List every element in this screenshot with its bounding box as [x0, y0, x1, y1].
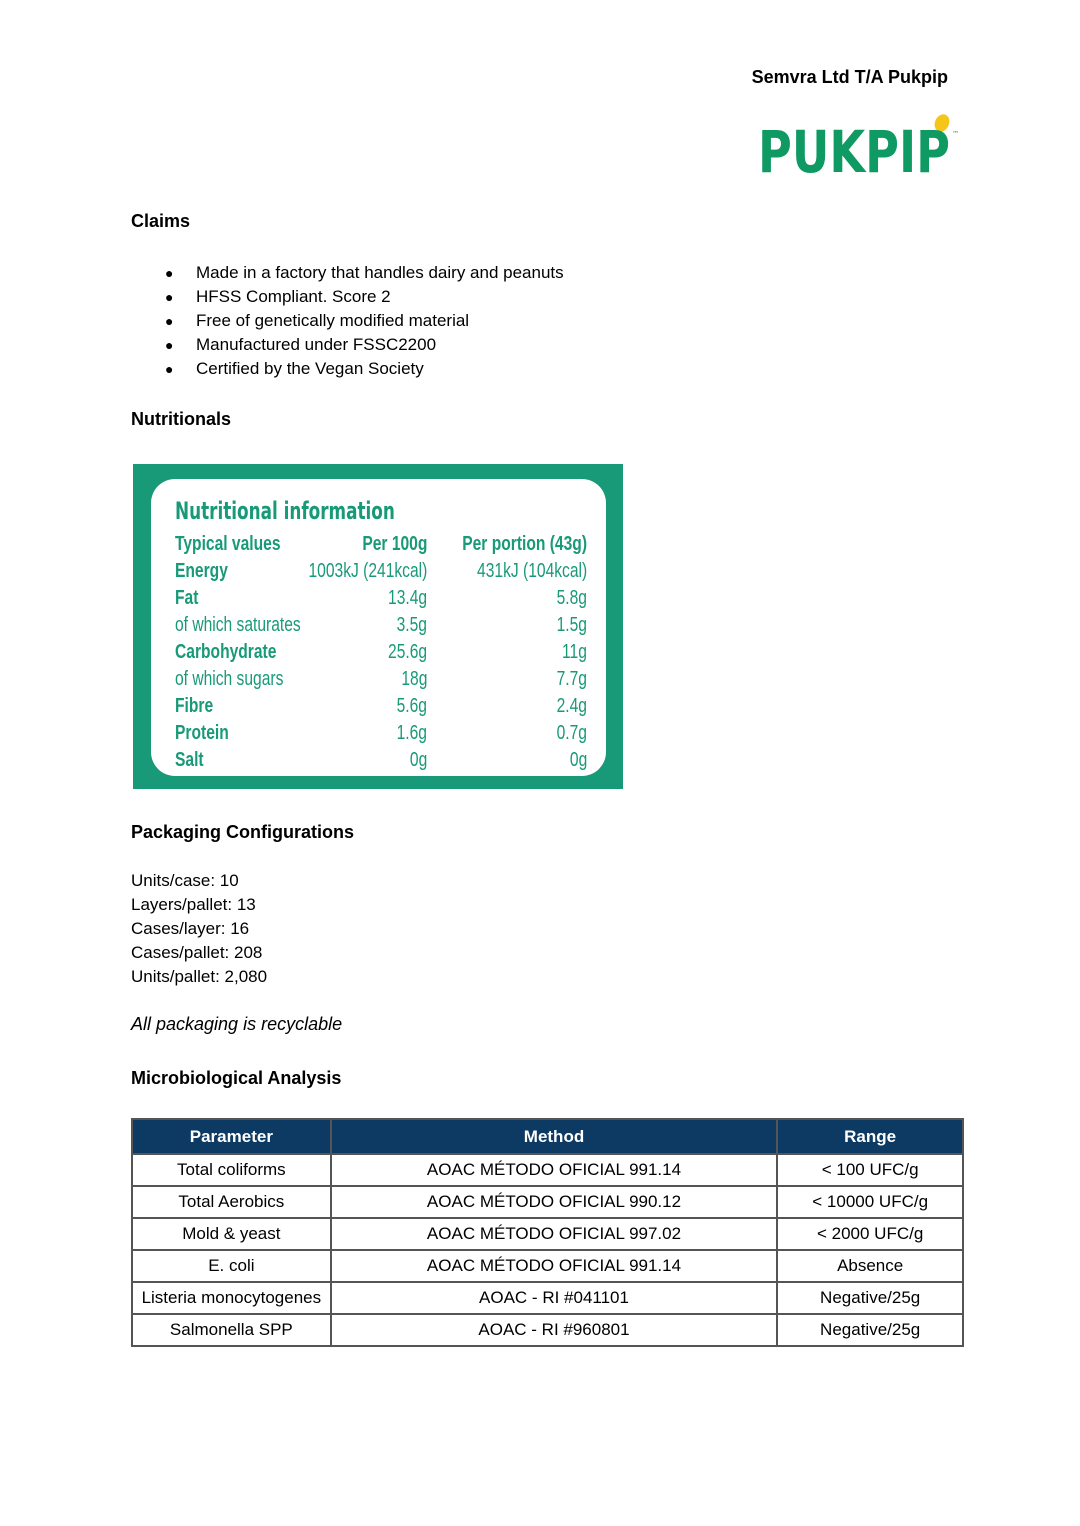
per-100g-value: 18g [400, 668, 427, 690]
bullet-icon: ● [165, 361, 174, 377]
nutrition-label-image [133, 464, 623, 789]
parameter-cell: E. coli [132, 1250, 331, 1282]
per-100g-value: 1.6g [396, 722, 427, 744]
method-cell: AOAC - RI #960801 [331, 1314, 778, 1346]
per-portion-value: 5.8g [556, 587, 587, 609]
microbiology-table [131, 1118, 964, 1347]
nutritionals-heading: Nutritionals [131, 409, 232, 429]
per-portion-value: 431kJ (104kcal) [476, 560, 587, 582]
nutrition-row [175, 560, 587, 587]
bullet-icon: ● [165, 289, 174, 305]
method-cell: AOAC - RI #041101 [331, 1282, 778, 1314]
nutrient-label: Fat [175, 587, 199, 609]
range-cell: < 10000 UFC/g [777, 1186, 963, 1218]
list-item: Cases/pallet: 208 [131, 943, 263, 962]
method-cell: AOAC MÉTODO OFICIAL 997.02 [331, 1218, 778, 1250]
claim-text: Manufactured under FSSC2200 [196, 335, 437, 354]
per-100g-value: 25.6g [387, 641, 427, 663]
list-item: Layers/pallet: 13 [131, 895, 256, 914]
nutrient-label: Salt [175, 749, 204, 771]
range-cell: < 100 UFC/g [777, 1154, 963, 1186]
table-row [132, 1186, 963, 1218]
per-portion-value: 11g [562, 641, 587, 663]
nutrition-row [175, 641, 587, 668]
nutrient-label: Protein [175, 722, 229, 744]
method-cell: AOAC MÉTODO OFICIAL 990.12 [331, 1186, 778, 1218]
parameter-cell: Total Aerobics [132, 1186, 331, 1218]
range-cell: Absence [777, 1250, 963, 1282]
table-row [132, 1218, 963, 1250]
nutrient-label: Fibre [175, 695, 214, 717]
table-header-row [132, 1119, 963, 1154]
method-cell: AOAC MÉTODO OFICIAL 991.14 [331, 1250, 778, 1282]
microbiology-heading: Microbiological Analysis [131, 1068, 342, 1088]
logo-trademark: ™ [952, 130, 959, 138]
bullet-icon: ● [165, 265, 174, 281]
pukpip-logo [758, 106, 968, 186]
nutrition-header-row [175, 533, 587, 560]
table-row [132, 1250, 963, 1282]
nutrition-row [175, 587, 587, 614]
table-row [132, 1282, 963, 1314]
per-100g-value: 1003kJ (241kcal) [308, 560, 427, 582]
range-cell: Negative/25g [777, 1314, 963, 1346]
nutrient-label: of which sugars [175, 668, 284, 690]
claim-text: HFSS Compliant. Score 2 [196, 287, 391, 306]
bullet-icon: ● [165, 337, 174, 353]
column-header: Parameter [132, 1119, 331, 1154]
range-cell: Negative/25g [777, 1282, 963, 1314]
list-item [131, 285, 564, 309]
per-portion-value: 0g [569, 749, 587, 771]
packaging-heading: Packaging Configurations [131, 822, 355, 842]
column-header: Per 100g [361, 533, 427, 555]
list-item [131, 357, 564, 381]
column-header: Per portion (43g) [462, 533, 587, 555]
column-header: Range [777, 1119, 963, 1154]
packaging-list [131, 869, 267, 989]
list-item: Cases/layer: 16 [131, 919, 250, 938]
per-100g-value: 3.5g [396, 614, 427, 636]
list-item: Units/pallet: 2,080 [131, 967, 268, 986]
parameter-cell: Mold & yeast [132, 1218, 331, 1250]
logo-text: PUKPIP [758, 118, 950, 186]
range-cell: < 2000 UFC/g [777, 1218, 963, 1250]
per-100g-value: 13.4g [387, 587, 427, 609]
method-cell: AOAC MÉTODO OFICIAL 991.14 [331, 1154, 778, 1186]
nutrient-label: Energy [175, 560, 228, 582]
claim-text: Made in a factory that handles dairy and peanuts [196, 263, 564, 282]
per-portion-value: 7.7g [556, 668, 587, 690]
bullet-icon: ● [165, 313, 174, 329]
list-item [131, 261, 564, 285]
recyclable-note: All packaging is recyclable [131, 1014, 343, 1034]
list-item: Units/case: 10 [131, 871, 239, 890]
nutrition-title: Nutritional information [175, 497, 395, 525]
per-100g-value: 0g [409, 749, 427, 771]
nutrition-row [175, 749, 587, 776]
nutrition-row [175, 614, 587, 641]
per-portion-value: 0.7g [556, 722, 587, 744]
claims-heading: Claims [131, 211, 191, 231]
claim-text: Free of genetically modified material [196, 311, 470, 330]
nutrition-row [175, 722, 587, 749]
list-item [131, 309, 564, 333]
per-portion-value: 2.4g [556, 695, 587, 717]
column-header: Method [331, 1119, 778, 1154]
claims-list [131, 261, 564, 381]
parameter-cell: Listeria monocytogenes [132, 1282, 331, 1314]
nutrition-card [151, 479, 606, 776]
nutrient-label: of which saturates [175, 614, 301, 636]
company-name: Semvra Ltd T/A Pukpip [751, 67, 948, 87]
per-100g-value: 5.6g [396, 695, 427, 717]
per-portion-value: 1.5g [556, 614, 587, 636]
table-row [132, 1314, 963, 1346]
parameter-cell: Salmonella SPP [132, 1314, 331, 1346]
claim-text: Certified by the Vegan Society [196, 359, 424, 378]
nutrient-label: Carbohydrate [175, 641, 277, 663]
nutrition-row [175, 695, 587, 722]
list-item [131, 333, 564, 357]
column-header: Typical values [175, 533, 281, 555]
parameter-cell: Total coliforms [132, 1154, 331, 1186]
table-row [132, 1154, 963, 1186]
nutrition-row [175, 668, 587, 695]
